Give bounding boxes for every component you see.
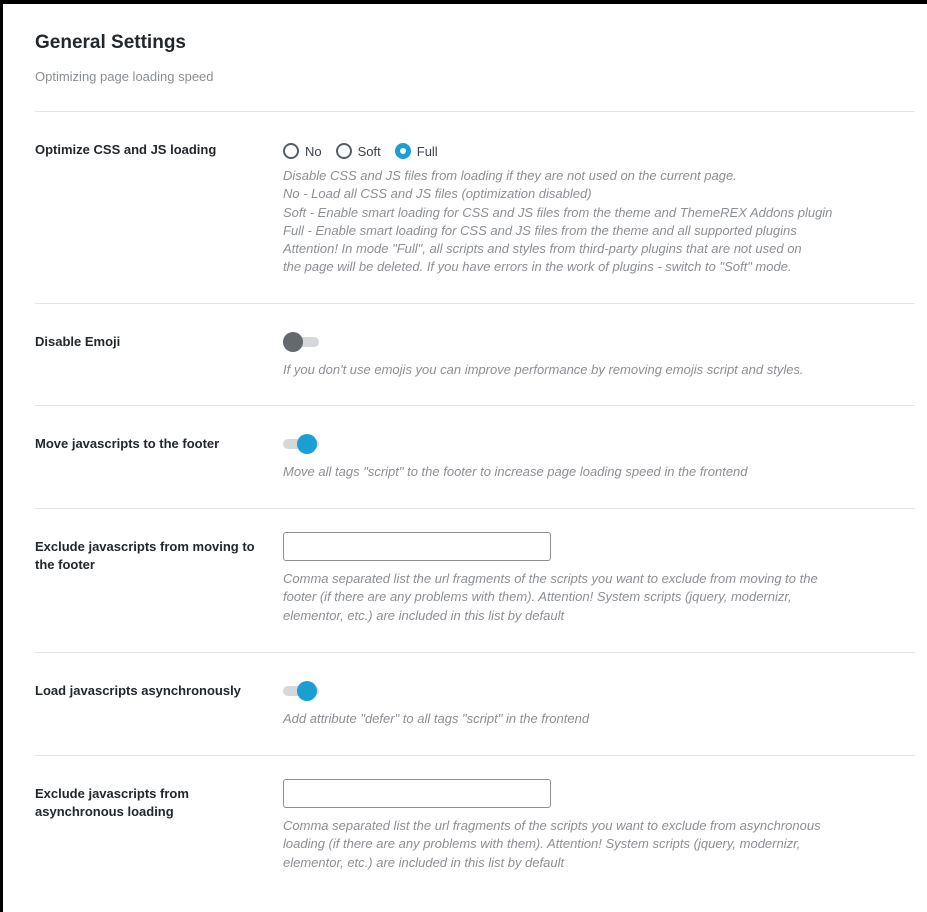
toggle-knob bbox=[283, 332, 303, 352]
radio-button-full[interactable] bbox=[395, 143, 411, 159]
radio-label-full: Full bbox=[416, 143, 438, 159]
description-line: No - Load all CSS and JS files (optimization disabled) bbox=[283, 186, 592, 202]
setting-field bbox=[283, 532, 883, 625]
setting-description bbox=[283, 817, 883, 872]
radio-option-full[interactable] bbox=[395, 143, 438, 159]
setting-description bbox=[283, 570, 883, 625]
setting-description bbox=[283, 167, 883, 277]
radio-group-optimize bbox=[283, 141, 883, 161]
radio-button-no[interactable] bbox=[283, 143, 299, 159]
setting-row-exclude-js-async bbox=[35, 755, 915, 912]
toggle-knob bbox=[297, 681, 317, 701]
radio-label-soft: Soft bbox=[357, 143, 381, 159]
radio-option-no[interactable] bbox=[283, 143, 322, 159]
setting-field bbox=[283, 434, 883, 481]
description-line: elementor, etc.) are included in this list by default bbox=[283, 607, 565, 623]
radio-button-soft[interactable] bbox=[336, 143, 352, 159]
setting-row-disable-emoji bbox=[35, 303, 915, 406]
setting-field bbox=[283, 779, 883, 872]
setting-description: Move all tags "script" to the footer to increase page loading speed in the frontend bbox=[283, 464, 748, 479]
toggle-knob bbox=[297, 434, 317, 454]
setting-row-move-js-footer bbox=[35, 405, 915, 509]
description-line: Attention! In mode "Full", all scripts and styles from third-party plugins that are not used on bbox=[283, 241, 802, 257]
panel-header bbox=[35, 31, 214, 85]
load-js-async-toggle[interactable] bbox=[283, 681, 319, 701]
description-line: Soft - Enable smart loading for CSS and JS files from the theme and ThemeREX Addons plugin bbox=[283, 204, 833, 220]
setting-label: Load javascripts asynchronously bbox=[35, 683, 241, 698]
exclude-js-async-input[interactable] bbox=[283, 779, 551, 808]
setting-field bbox=[283, 141, 883, 277]
setting-row-load-js-async bbox=[35, 652, 915, 756]
description-line: Full - Enable smart loading for CSS and JS files from the theme and all supported plugins bbox=[283, 222, 797, 238]
radio-option-soft[interactable] bbox=[336, 143, 381, 159]
radio-label-no: No bbox=[305, 143, 322, 159]
setting-label: Exclude javascripts from moving to the footer bbox=[35, 539, 255, 572]
move-js-footer-toggle[interactable] bbox=[283, 434, 319, 454]
setting-label: Move javascripts to the footer bbox=[35, 436, 220, 451]
setting-row-optimize-css-js bbox=[35, 111, 915, 304]
setting-field bbox=[283, 681, 883, 728]
exclude-js-footer-input[interactable] bbox=[283, 532, 551, 561]
setting-label: Disable Emoji bbox=[35, 334, 121, 349]
description-line: loading (if there are any problems with them). Attention! System scripts (jquery, modernizr, bbox=[283, 836, 801, 852]
settings-panel bbox=[3, 4, 927, 912]
disable-emoji-toggle[interactable] bbox=[283, 332, 319, 352]
description-line: footer (if there are any problems with them). Attention! System scripts (jquery, modernizr, bbox=[283, 589, 792, 605]
page-title: General Settings bbox=[35, 32, 186, 53]
setting-label: Exclude javascripts from asynchronous loading bbox=[35, 786, 189, 819]
description-line: elementor, etc.) are included in this list by default bbox=[283, 854, 565, 870]
setting-field bbox=[283, 332, 883, 379]
description-line: Disable CSS and JS files from loading if they are not used on the current page. bbox=[283, 168, 737, 183]
description-line: Comma separated list the url fragments of the scripts you want to exclude from moving to the bbox=[283, 571, 818, 586]
page-subtitle: Optimizing page loading speed bbox=[35, 69, 214, 84]
setting-row-exclude-js-footer bbox=[35, 508, 915, 653]
description-line: Comma separated list the url fragments of the scripts you want to exclude from asynchronous bbox=[283, 818, 821, 833]
setting-description: Add attribute "defer" to all tags "script" in the frontend bbox=[283, 711, 590, 726]
setting-label: Optimize CSS and JS loading bbox=[35, 142, 217, 157]
setting-description: If you don't use emojis you can improve performance by removing emojis script and styles. bbox=[283, 362, 804, 377]
description-line: the page will be deleted. If you have errors in the work of plugins - switch to "Soft" mode. bbox=[283, 259, 792, 275]
